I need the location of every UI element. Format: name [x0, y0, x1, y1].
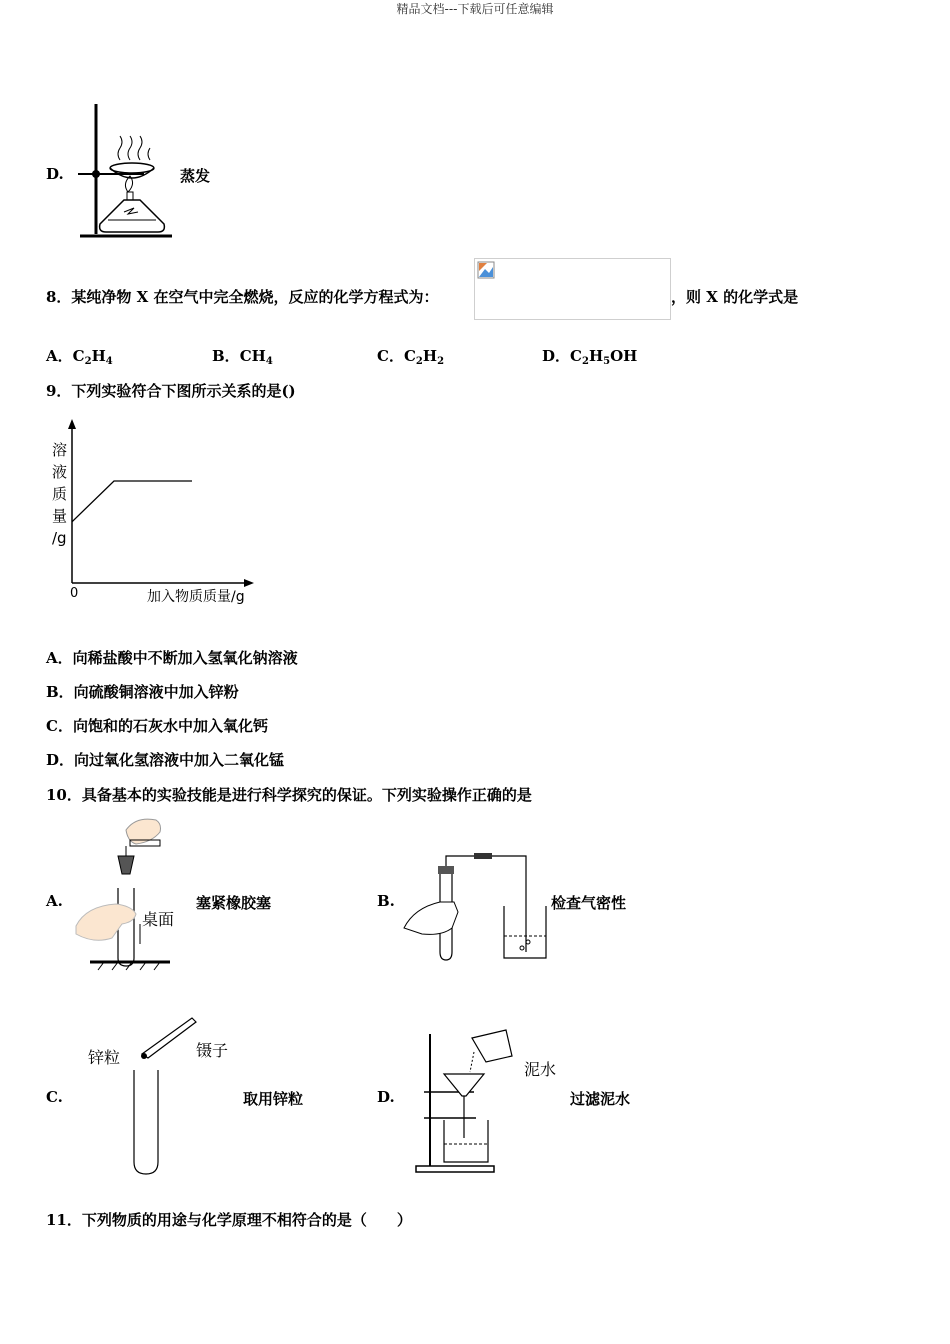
- formula-sub: 2: [84, 356, 92, 367]
- formula-sub: 2: [437, 356, 445, 367]
- formula-sub: 2: [415, 356, 423, 367]
- q9-option-b: B．向硫酸铜溶液中加入锌粉: [46, 683, 239, 701]
- q9-line-chart: [40, 415, 270, 610]
- y-axis-label-char: /g: [52, 529, 67, 547]
- q10-option-a-letter: A.: [46, 892, 63, 910]
- formula-part: H: [91, 347, 106, 365]
- q10-option-a-label: 塞紧橡胶塞: [196, 894, 272, 912]
- q10-option-d-label: 过滤泥水: [570, 1090, 631, 1108]
- q8-option-b: [212, 345, 273, 367]
- q10-option-c-label: 取用锌粒: [243, 1090, 304, 1108]
- formula-part: C: [570, 347, 582, 365]
- x-axis-label: 加入物质质量/g: [147, 589, 245, 605]
- x-axis-arrow: [244, 579, 254, 587]
- formula-sub: 2: [581, 356, 589, 367]
- q9-option-d: D．向过氧化氢溶液中加入二氧化锰: [46, 751, 285, 769]
- q7-option-d-label: 蒸发: [180, 167, 211, 185]
- insert-stopper-figure: [74, 816, 184, 972]
- muddy-water-label: 泥水: [524, 1060, 557, 1079]
- q10-option-c-letter: C.: [46, 1088, 63, 1106]
- formula-sub: 4: [265, 356, 273, 367]
- q8-stem-end: ，则 X 的化学式是: [671, 288, 799, 306]
- q9-stem: 9．下列实验符合下图所示关系的是(): [46, 382, 296, 400]
- equation-image-placeholder: [474, 258, 671, 320]
- formula-part: OH: [610, 347, 638, 365]
- option-letter: A．: [46, 347, 73, 365]
- y-axis-label-char: 量: [52, 507, 68, 525]
- tweezers-label: 镊子: [196, 1041, 229, 1060]
- zinc-granule-figure: [124, 1016, 204, 1178]
- option-letter: D．: [542, 347, 571, 365]
- formula-sub: 5: [603, 356, 611, 367]
- series-line: [72, 481, 192, 522]
- formula-part: H: [422, 347, 438, 365]
- formula-part: C: [403, 347, 416, 365]
- q11-stem: 11．下列物质的用途与化学原理不相符合的是（ ）: [46, 1211, 412, 1229]
- y-axis-label: [52, 441, 67, 547]
- page-header: 精品文档---下载后可任意编辑: [396, 2, 554, 16]
- option-letter: C．: [377, 347, 404, 365]
- y-axis-label-char: 液: [52, 463, 68, 481]
- y-axis-label-char: 质: [52, 485, 68, 503]
- table-surface-label: 桌面: [142, 910, 175, 929]
- evaporation-apparatus-figure: [74, 100, 176, 242]
- q10-option-d-letter: D.: [377, 1088, 395, 1106]
- q10-stem: 10．具备基本的实验技能是进行科学探究的保证。下列实验操作正确的是: [46, 786, 532, 804]
- formula-part: C: [72, 347, 85, 365]
- filtration-figure: [414, 1026, 524, 1176]
- formula-sub: 4: [105, 356, 113, 367]
- origin-label: 0: [70, 586, 79, 601]
- broken-image-icon: [477, 261, 495, 279]
- q7-option-d-letter: D.: [46, 165, 64, 183]
- q8-option-a: [46, 345, 113, 367]
- option-letter: B．: [212, 347, 240, 365]
- q10-option-b-label: 检查气密性: [551, 894, 627, 912]
- q8-option-c: [377, 345, 444, 367]
- airtightness-check-figure: [404, 850, 556, 964]
- q8-option-d: [542, 345, 637, 367]
- q8-stem: 8．某纯净物 X 在空气中完全燃烧，反应的化学方程式为：: [46, 288, 439, 306]
- y-axis-label-char: 溶: [52, 441, 68, 459]
- q9-option-a: A．向稀盐酸中不断加入氢氧化钠溶液: [46, 649, 298, 667]
- q9-option-c: C．向饱和的石灰水中加入氧化钙: [46, 717, 268, 735]
- zinc-granule-label: 锌粒: [88, 1048, 121, 1067]
- formula-part: CH: [239, 347, 266, 365]
- q10-option-b-letter: B.: [377, 892, 395, 910]
- y-axis-arrow: [68, 419, 76, 429]
- formula-part: H: [588, 347, 604, 365]
